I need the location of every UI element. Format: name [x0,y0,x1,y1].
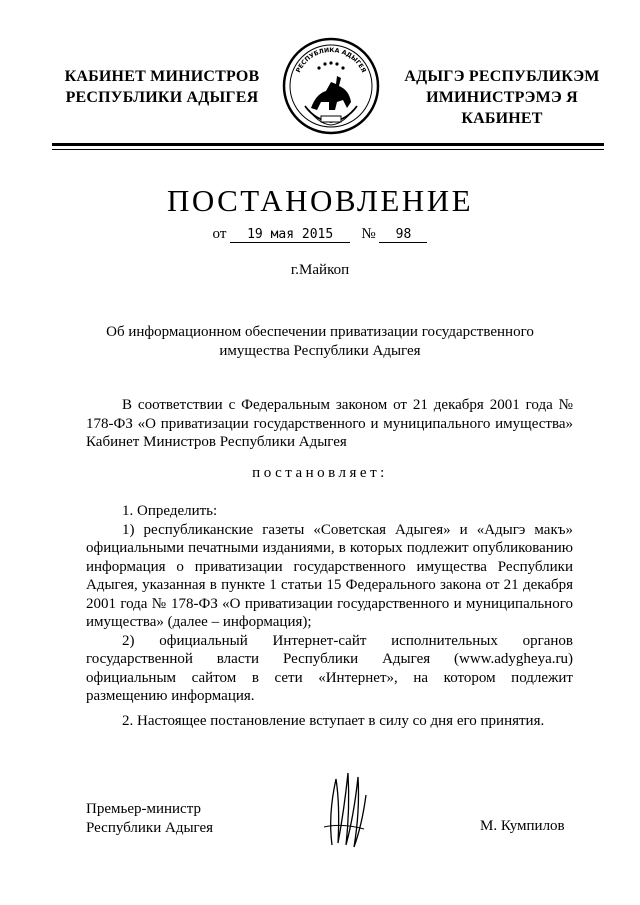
position-line1: Премьер-министр [86,801,201,817]
handwritten-signature [318,765,378,855]
svg-text:РЕСПУБЛИКА АДЫГЕЯ [295,47,367,74]
number-prefix: № [361,226,376,242]
header-left [62,66,262,108]
preamble [86,396,573,452]
header-right [392,66,612,129]
item1-heading: 1. Определить: [122,503,218,519]
signatory-position [86,800,213,837]
city: г.Майкоп [290,262,350,278]
document-subject: Об информационном обеспечении приватизации государственного имущества Республики Адыгея [106,324,534,359]
header-right-line2: ИМИНИСТРЭМЭ Я КАБИНЕТ [426,89,578,127]
item2: 2. Настоящее постановление вступает в силу со дня его принятия. [122,713,545,729]
coat-of-arms-icon [281,36,381,136]
header-left-line2: РЕСПУБЛИКИ АДЫГЕЯ [65,89,259,106]
item2-block [86,712,573,731]
header-right-line1: АДЫГЭ РЕСПУБЛИКЭМ [404,68,600,85]
position-line2: Республики Адыгея [86,819,214,836]
number-field: 98 [379,227,427,243]
document-title: ПОСТАНОВЛЕНИЕ [166,183,474,218]
header-left-line1: КАБИНЕТ МИНИСТРОВ [64,68,260,85]
resolve-word: постановляет: [252,465,388,481]
header-divider-thick [52,143,604,146]
date-field: 19 мая 2015 [230,227,350,243]
signatory-name: М. Кумпилов [480,818,565,834]
preamble-text: В соответствии с Федеральным законом от 21 декабря 2001 года № 178-ФЗ «О приватизации государственного и муниципального имущества» Кабинет Министров Республики Адыгея [86,397,573,450]
date-number-line [0,226,640,243]
item1-sub2: 2) официальный Интернет-сайт исполнительных органов государственной власти Республики Адыгея (www.adygheya.ru) официальным сайтом в сети «Интернет», на котором подлежит размещению информация. [86,632,573,704]
emblem-text: РЕСПУБЛИКА АДЫГЕЯ [295,46,367,74]
date-prefix: от [212,226,227,242]
item1-sub1: 1) республиканские газеты «Советская Адыгея» и «Адыгэ макъ» официальными печатными изданиями, в которых подлежит опубликованию информация о приватизации государственного имущества Республики Адыгея, указанная в пункте 1 статьи 15 Федерального закона от 21 декабря 2001 года № 178-ФЗ «О приватизации государственного и муниципального имущества» (далее – информация); [86,521,573,630]
decision-body [86,502,573,706]
header-divider-thin [52,149,604,150]
